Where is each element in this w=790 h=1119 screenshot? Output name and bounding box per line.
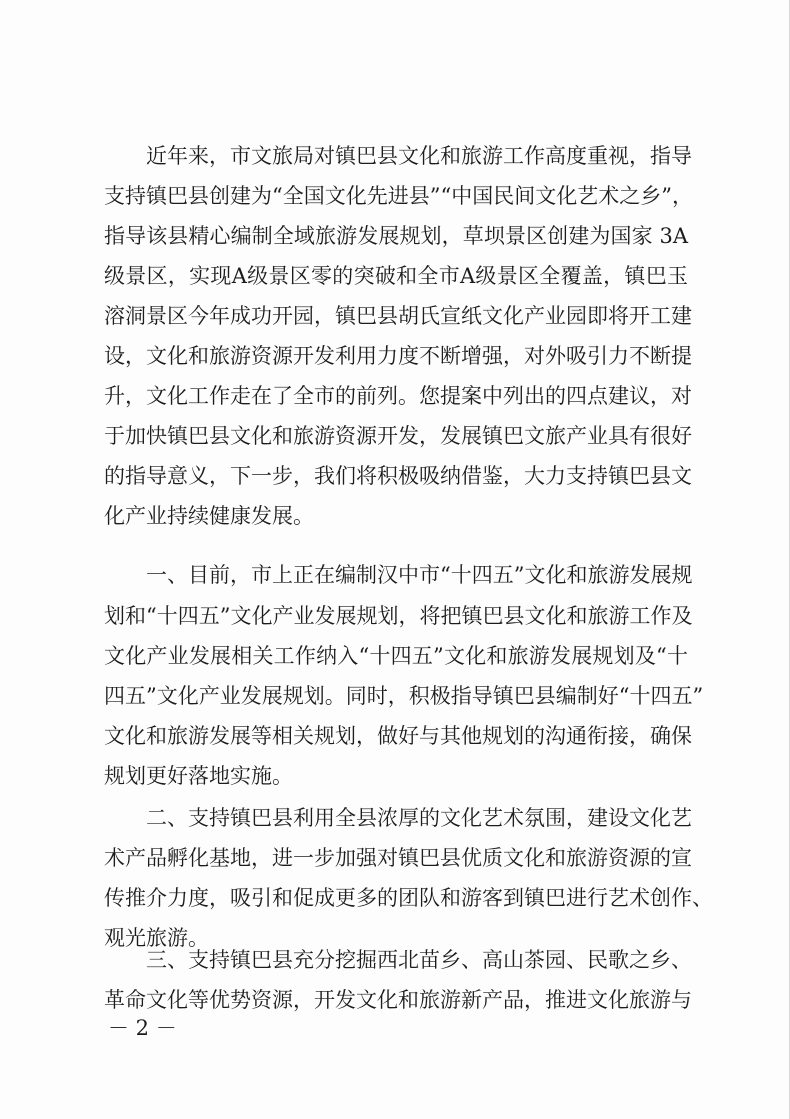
paragraph-line: 设，文化和旅游资源开发利用力度不断增强，对外吸引力不断提 <box>104 344 692 368</box>
paragraph-line: 观光旅游。 <box>104 926 209 950</box>
paragraph-line: 化产业持续健康发展。 <box>104 504 314 528</box>
paragraph-line: 革命文化等优势资源，开发文化和旅游新产品，推进文化旅游与 <box>104 988 692 1012</box>
paragraph-line: 支持镇巴县创建为“全国文化先进县”“中国民间文化艺术之乡”， <box>104 184 693 208</box>
paragraph-line: 指导该县精心编制全域旅游发展规划，草坝景区创建为国家 3A <box>104 224 688 248</box>
paragraph-line: 于加快镇巴县文化和旅游资源开发，发展镇巴文旅产业具有很好 <box>104 424 692 448</box>
paragraph-line: 近年来，市文旅局对镇巴县文化和旅游工作高度重视，指导 <box>146 144 692 168</box>
page-number: － 2 － <box>108 1016 177 1040</box>
paragraph-line: 升，文化工作走在了全市的前列。您提案中列出的四点建议，对 <box>104 384 692 408</box>
paragraph-line: 的指导意义，下一步，我们将积极吸纳借鉴，大力支持镇巴县文 <box>104 464 692 488</box>
paragraph-line: 规划更好落地实施。 <box>104 764 293 788</box>
paragraph-line: 传推介力度，吸引和促成更多的团队和游客到镇巴进行艺术创作、 <box>104 886 713 910</box>
paragraph-line: 术产品孵化基地，进一步加强对镇巴县优质文化和旅游资源的宣 <box>104 846 692 870</box>
paragraph-line: 文化产业发展相关工作纳入“十四五”文化和旅游发展规划及“十 <box>104 644 688 668</box>
paragraph-line: 级景区，实现A级景区零的突破和全市A级景区全覆盖，镇巴玉 <box>104 264 688 288</box>
paragraph-line: 文化和旅游发展等相关规划，做好与其他规划的沟通衔接，确保 <box>104 724 692 748</box>
paragraph-line: 二、支持镇巴县利用全县浓厚的文化艺术氛围，建设文化艺 <box>146 806 692 830</box>
paragraph-line: 划和“十四五”文化产业发展规划，将把镇巴县文化和旅游工作及 <box>104 604 693 628</box>
paragraph-line: 三、支持镇巴县充分挖掘西北苗乡、高山茶园、民歌之乡、 <box>146 948 692 972</box>
paragraph-line: 溶洞景区今年成功开园，镇巴县胡氏宣纸文化产业园即将开工建 <box>104 304 692 328</box>
paragraph-line: 一、目前，市上正在编制汉中市“十四五”文化和旅游发展规 <box>146 563 693 587</box>
paragraph-line: 四五”文化产业发展规划。同时，积极指导镇巴县编制好“十四五” <box>104 684 704 708</box>
